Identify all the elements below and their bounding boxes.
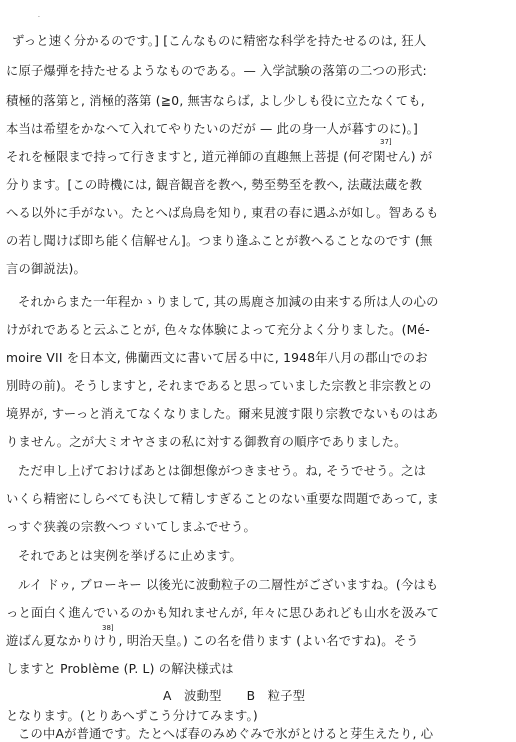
text-line-24: となります。(とりあへずこう分けてみます。): [6, 709, 258, 723]
text-line-6: 分ります。[この時機には, 観音観音を教へ, 勢至勢至を教へ, 法蔵法蔵を教: [6, 178, 423, 192]
text-line-20: ルイ ドゥ, ブローキー 以後光に波動粒子の二層性がございますね。(今はも: [18, 578, 439, 592]
text-line-21: っと面白く進んでいるのかも知れませんが, 年々に思ひあれども山水を汲みて: [6, 606, 440, 620]
solution-types: A 波動型 B 粒子型: [163, 689, 306, 703]
text-line-22: 遊ばん夏なかりけり, 明治天皇。) この名を借ります (よい名ですね)。そう: [6, 634, 419, 648]
text-line-25: この中Aが普通です。たとへば春のみめぐみで氷がとけると芽生えたり, 心: [18, 727, 434, 741]
text-line-18: っすぐ狭義の宗教へつゞいてしまふでせう。: [6, 520, 256, 534]
text-line-1: ずっと速く分かるのです。] [こんなものに精密な科学を持たせるのは, 狂人: [12, 34, 427, 48]
stray-mark: ·: [38, 14, 40, 21]
text-line-9: 言の御説法)。: [6, 262, 86, 276]
text-line-2: に原子爆弾を持たせるようなものである。— 入学試験の落第の二つの形式:: [6, 64, 427, 78]
text-line-10: それからまた一年程かゝりまして, 其の馬鹿さ加減の由来する所は人の心の: [18, 295, 439, 309]
text-line-12: moire VII を日本文, 佛蘭西文に書いて居る中に, 1948年八月の郡山でのお: [6, 351, 428, 365]
text-line-23: しますと Problème (P. L) の解決様式は: [6, 662, 234, 676]
text-line-5: それを極限まで持って行きますと, 道元禅師の直趣無上菩提 (何ぞ閑せん) が: [6, 150, 433, 164]
text-line-4: 本当は希望をかなへて入れてやりたいのだが — 此の身一人が暮すのに)。]: [6, 122, 418, 136]
text-line-16: ただ申し上げておけばあとは御想像がつきませう。ね, そうでせう。之は: [18, 464, 427, 478]
footnote-ref-37: 37]: [380, 138, 392, 146]
text-line-17: いくら精密にしらべても決して精しすぎることのない重要な問題であって, ま: [6, 492, 439, 506]
text-line-3: 積極的落第と, 消極的落第 (≧0, 無害ならば, よし少しも役に立たなくても,: [6, 94, 425, 108]
text-line-13: 別時の前)。そうしますと, それまであると思っていました宗教と非宗教との: [6, 379, 432, 393]
text-line-7: へる以外に手がない。たとへば烏鳥を知り, 東君の春に遇ふが如し。智あるも: [6, 206, 439, 220]
text-line-8: の若し聞けば即ち能く信解せん]。つまり逢ふことが教へることなのです (無: [6, 234, 433, 248]
text-line-19: それであとは実例を挙げるに止めます。: [18, 549, 242, 563]
text-line-15: りません。之が大ミオヤさまの私に対する御教育の順序でありました。: [6, 435, 407, 449]
text-line-14: 境界が, すーっと消えてなくなりました。爾来見渡す限り宗教でないものはあ: [6, 407, 439, 421]
text-line-11: けがれであると云ふことが, 色々な体験によって充分よく分りました。(Mé-: [6, 323, 430, 337]
footnote-ref-38: 38]: [102, 624, 114, 632]
